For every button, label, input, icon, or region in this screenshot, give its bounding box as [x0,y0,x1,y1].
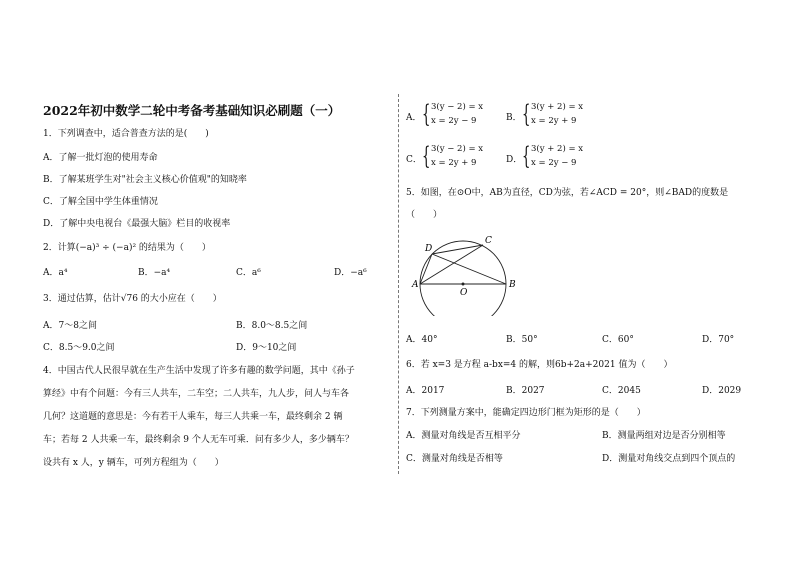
label-c: C [485,236,492,246]
brace-icon: { [522,100,531,128]
q3-stem: 3．通过估算，估计√76 的大小应在（ ） [43,294,222,304]
brace-icon: { [422,142,431,170]
q7-option-a: A．测量对角线是否互相平分 [406,431,521,441]
q2-option-d: D．−a⁶ [334,268,367,278]
q7-option-d: D．测量对角线交点到四个顶点的 [602,454,736,464]
segment-da [420,254,432,284]
q5-option-b: B．50° [506,335,538,345]
q4-option-d-label: D． [506,155,523,165]
q4-b-eq2: x = 2y + 9 [531,116,577,126]
q1-stem: 1．下列调查中，适合普查方法的是( ) [43,129,209,139]
q6-option-b: B．2027 [506,386,545,396]
q4-option-a-label: A． [406,113,422,123]
label-a: A [412,280,419,290]
q1-option-d: D．了解中央电视台《最强大脑》栏目的收视率 [43,219,231,229]
q5-paren: （ ） [406,210,443,220]
q4-line-3: 几何？这道题的意思是：今有若干人乘车，每三人共乘一车，最终剩余 2 辆 [43,412,343,422]
q3-option-b: B．8.0～8.5之间 [236,321,308,331]
q6-option-d: D．2029 [702,386,742,396]
q4-c-eq2: x = 2y + 9 [431,158,477,168]
q2-stem: 2．计算(−a)³ ÷ (−a)² 的结果为（ ） [43,243,211,253]
segment-db [432,254,506,284]
q5-option-c: C．60° [602,335,634,345]
q4-line-2: 算经》中有个问题：今有三人共车，二车空；二人共车，九人步，问人与车各 [43,389,350,399]
q6-option-a: A．2017 [406,386,445,396]
q4-c-eq1: 3(y − 2) = x [431,144,484,154]
center-point [462,283,465,286]
q4-option-b-label: B． [506,113,522,123]
q6-option-c: C．2045 [602,386,641,396]
q4-option-c-label: C． [406,155,422,165]
q6-stem: 6．若 x=3 是方程 a-bx=4 的解，则6b+2a+2021 值为（ ） [406,360,673,370]
label-d: D [425,244,433,254]
q1-option-a: A．了解一批灯泡的使用寿命 [43,153,158,163]
q7-option-c: C．测量对角线是否相等 [406,454,503,464]
brace-icon: { [522,142,531,170]
brace-icon: { [422,100,431,128]
q4-d-eq2: x = 2y − 9 [531,158,577,168]
q4-d-eq1: 3(y + 2) = x [531,144,584,154]
q3-option-a: A．7～8之间 [43,321,97,331]
q1-option-b: B．了解某班学生对"社会主义核心价值观"的知晓率 [43,175,247,185]
q4-a-eq2: x = 2y − 9 [431,116,477,126]
q4-line-5: 设共有 x 人，y 辆车，可列方程组为（ ） [43,458,224,468]
q4-line-4: 车；若每 2 人共乘一车，最终剩余 9 个人无车可乘．问有多少人，多少辆车？ [43,435,354,445]
q1-option-c: C．了解全国中学生体重情况 [43,197,158,207]
page-title: 2022年初中数学二轮中考备考基础知识必刷题（一） [43,103,341,118]
column-divider [398,94,399,474]
label-o: O [460,288,468,298]
q7-stem: 7．下列测量方案中，能确定四边形门框为矩形的是（ ） [406,408,646,418]
q2-option-c: C．a⁶ [236,268,261,278]
q5-stem: 5．如图，在⊙O中，AB为直径，CD为弦，若∠ACD = 20°，则∠BAD的度数是 [406,188,729,198]
label-b: B [509,280,516,290]
q3-option-d: D．9～10之间 [236,343,297,353]
q4-b-eq1: 3(y + 2) = x [531,102,584,112]
q7-option-b: B．测量两组对边是否分别相等 [602,431,726,441]
q5-option-d: D．70° [702,335,735,345]
q4-line-1: 4．中国古代人民很早就在生产生活中发现了许多有趣的数学问题，其中《孙子 [43,366,355,376]
q3-option-c: C．8.5～9.0之间 [43,343,115,353]
q2-option-b: B．−a⁴ [138,268,171,278]
q2-option-a: A．a⁴ [43,268,68,278]
q5-option-a: A．40° [406,335,438,345]
circle-diagram [411,234,521,316]
q4-a-eq1: 3(y − 2) = x [431,102,484,112]
